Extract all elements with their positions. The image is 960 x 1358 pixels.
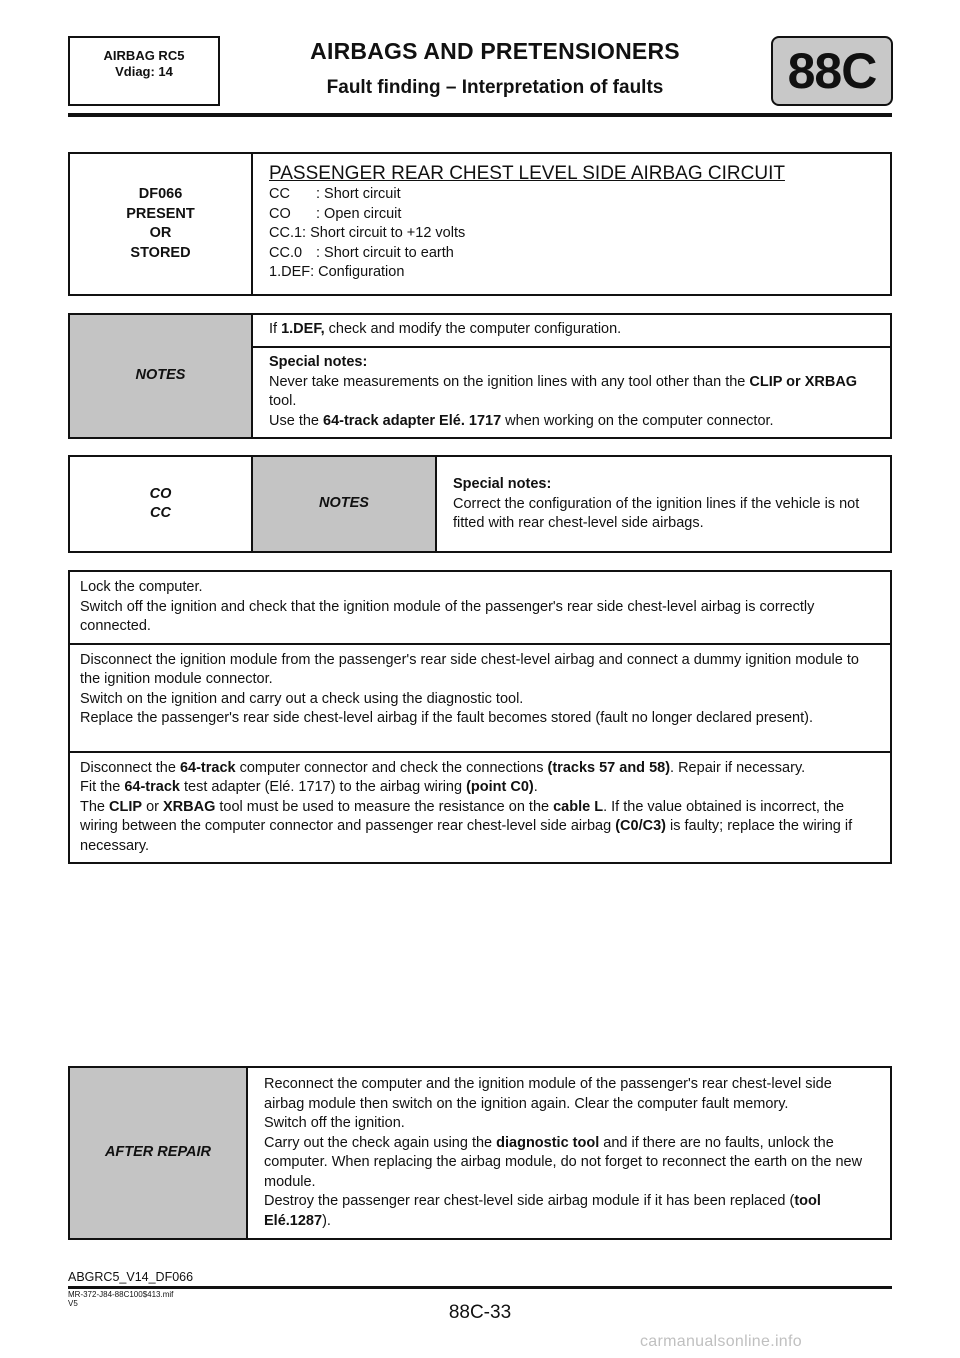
after-repair-label: AFTER REPAIR [69, 1067, 247, 1239]
fault-status-3: STORED [130, 244, 191, 261]
definition-code: 1.DEF [269, 264, 311, 280]
definition-row [269, 263, 874, 283]
procedure-step: Lock the computer. Switch off the ignition and check that the ignition module of the passenger's rear side chest-level airbag is correctly connected. [69, 571, 891, 644]
definition-text: : Short circuit [316, 186, 401, 202]
watermark: carmanualsonline.info [640, 1333, 802, 1350]
definition-text: : Short circuit to earth [316, 244, 454, 261]
definition-code: CC [269, 186, 290, 202]
fault-code: DF066 [138, 186, 183, 202]
definition-text: : Short circuit to +12 volts [302, 225, 466, 241]
definition-code: CC.1 [269, 225, 303, 241]
after-repair-table [68, 1066, 892, 1240]
procedure-table [68, 570, 892, 864]
fault-table [68, 152, 892, 296]
fault-status-1: PRESENT [126, 205, 195, 222]
fault-description-cell [252, 153, 891, 295]
notes-label: NOTES [69, 314, 252, 438]
header-divider [68, 113, 892, 117]
notes-label: NOTES [252, 456, 436, 552]
procedure-step: Disconnect the ignition module from the passenger's rear side chest-level airbag and connect a dummy ignition module to the ignition module connector. Switch on the ignition and carry out a check using the diagnostic tool. Replace the passenger's rear side chest-level airbag if the fault becomes stored (fault no longer declared present). [69, 644, 891, 752]
definition-row [269, 224, 874, 244]
notes-row-special: Special notes: Never take measurements on the ignition lines with any tool other than the CLIP or XRBAG tool. Use the 64-track adapter Elé. 1717 when working on the computer connector. [252, 347, 891, 438]
vdiag-label: Vdiag: 14 [115, 64, 173, 79]
definition-row [269, 244, 874, 264]
special-notes-heading: Special notes: [269, 354, 368, 370]
fault-status-2: OR [149, 225, 172, 241]
document-reference: ABGRC5_V14_DF066 [68, 1270, 194, 1284]
definition-row [269, 185, 874, 205]
page-number: 88C-33 [448, 1302, 512, 1323]
definition-code: CO [269, 205, 291, 222]
co-cc-notes-text: Special notes: Correct the configuration of the ignition lines if the vehicle is not fitted with rear chest-level side airbags. [436, 456, 891, 552]
section-code-badge: 88C [771, 36, 893, 106]
definition-row [269, 205, 874, 225]
definition-text: : Open circuit [316, 205, 402, 222]
after-repair-text: Reconnect the computer and the ignition module of the passenger's rear chest-level side airbag module then switch on the ignition again. Clear the computer fault memory. Switch off the ignition. Carry out the check again using the diagnostic tool and if there are no faults, unlock the computer. When replacing the airbag module, do not forget to reconnect the earth on the new module. Destroy the passenger rear chest-level side airbag module if it has been replaced (tool Elé.1287). [247, 1067, 891, 1239]
notes-table [68, 313, 892, 439]
vehicle-name: AIRBAG RC5 [103, 48, 185, 63]
page-title: AIRBAGS AND PRETENSIONERS [310, 38, 680, 64]
page-subtitle: Fault finding – Interpretation of faults [326, 77, 664, 98]
procedure-step: Disconnect the 64-track computer connector and check the connections (tracks 57 and 58). Repair if necessary. Fit the 64-track test adapter (Elé. 1717) to the airbag wiring (point C0). The CLIP or XRBAG tool must be used to measure the resistance on the cable L. If the value obtained is incorrect, the wiring between the computer connector and passenger rear chest-level side airbag (C0/C3) is faulty; replace the wiring if necessary. [69, 752, 891, 864]
definition-text: : Configuration [310, 264, 405, 280]
definition-code: CC.0 [269, 244, 303, 261]
source-file-info: MR-372-J84-88C100$413.mif V5 [68, 1290, 174, 1308]
fault-title: PASSENGER REAR CHEST LEVEL SIDE AIRBAG CIRCUIT [269, 163, 785, 184]
co-cc-notes-table [68, 455, 892, 553]
notes-row-configuration: If 1.DEF, check and modify the computer configuration. [252, 314, 891, 347]
vehicle-box [68, 36, 220, 106]
fault-code-cell [69, 153, 252, 295]
co-cc-codes: CO CC [69, 456, 252, 552]
footer-divider [68, 1286, 892, 1289]
